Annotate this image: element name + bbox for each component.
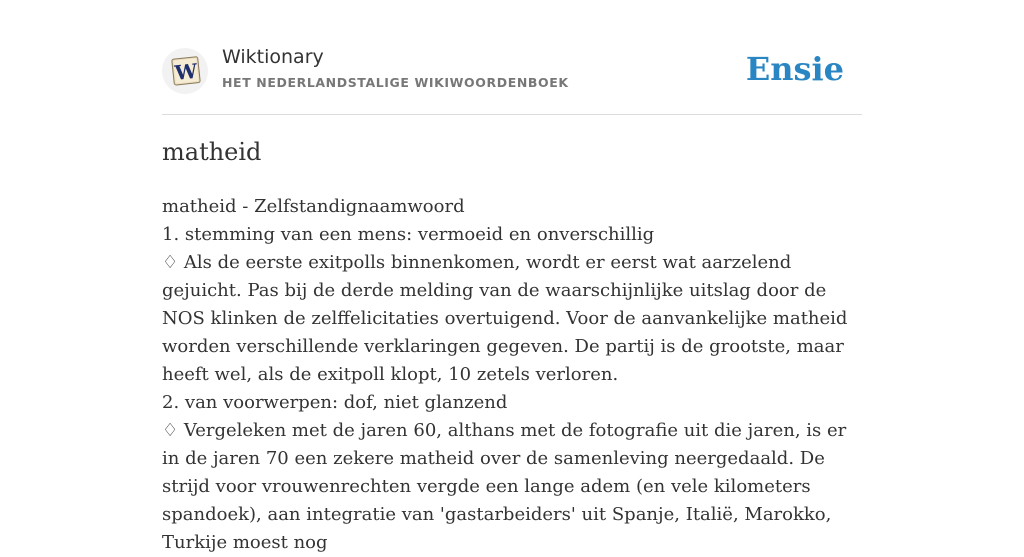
page-title: matheid: [162, 138, 262, 166]
ensie-brand-link[interactable]: Ensie: [745, 50, 844, 88]
site-name[interactable]: Wiktionary: [222, 46, 324, 68]
sense-1: 1. stemming van een mens: vermoeid en onverschillig: [162, 224, 655, 245]
sense-2: 2. van voorwerpen: dof, niet glanzend: [162, 392, 508, 413]
site-tagline: HET NEDERLANDSTALIGE WIKIWOORDENBOEK: [222, 75, 569, 90]
wiktionary-logo-icon[interactable]: [162, 48, 208, 94]
sense-1-example: ♢ Als de eerste exitpolls binnenkomen, wordt er eerst wat aarzelend gejuicht. Pas bij de derde melding van de waarschijnlijke uitslag door de NOS klinken de zelffelicitaties overtuigend. Voor de aanvankelijke matheid worden verschillende verklaringen gegeven. De partij is de grootste, maar heeft wel, als de exitpoll klopt, 10 zetels verloren.: [162, 252, 848, 385]
definition-text: [162, 193, 866, 557]
definition-heading: matheid - Zelfstandignaamwoord: [162, 196, 465, 217]
site-header: [162, 40, 862, 115]
logo-letter: W: [173, 58, 199, 85]
sense-2-example: ♢ Vergeleken met de jaren 60, althans met de fotografie uit die jaren, is er in de jaren 70 een zekere matheid over de samenleving neergedaald. De strijd voor vrouwenrechten vergde een lange adem (en vele kilometers spandoek), aan integratie van 'gastarbeiders' uit Spanje, Italië, Marokko, Turkije moest nog: [162, 420, 847, 553]
entry-content: [162, 134, 866, 557]
